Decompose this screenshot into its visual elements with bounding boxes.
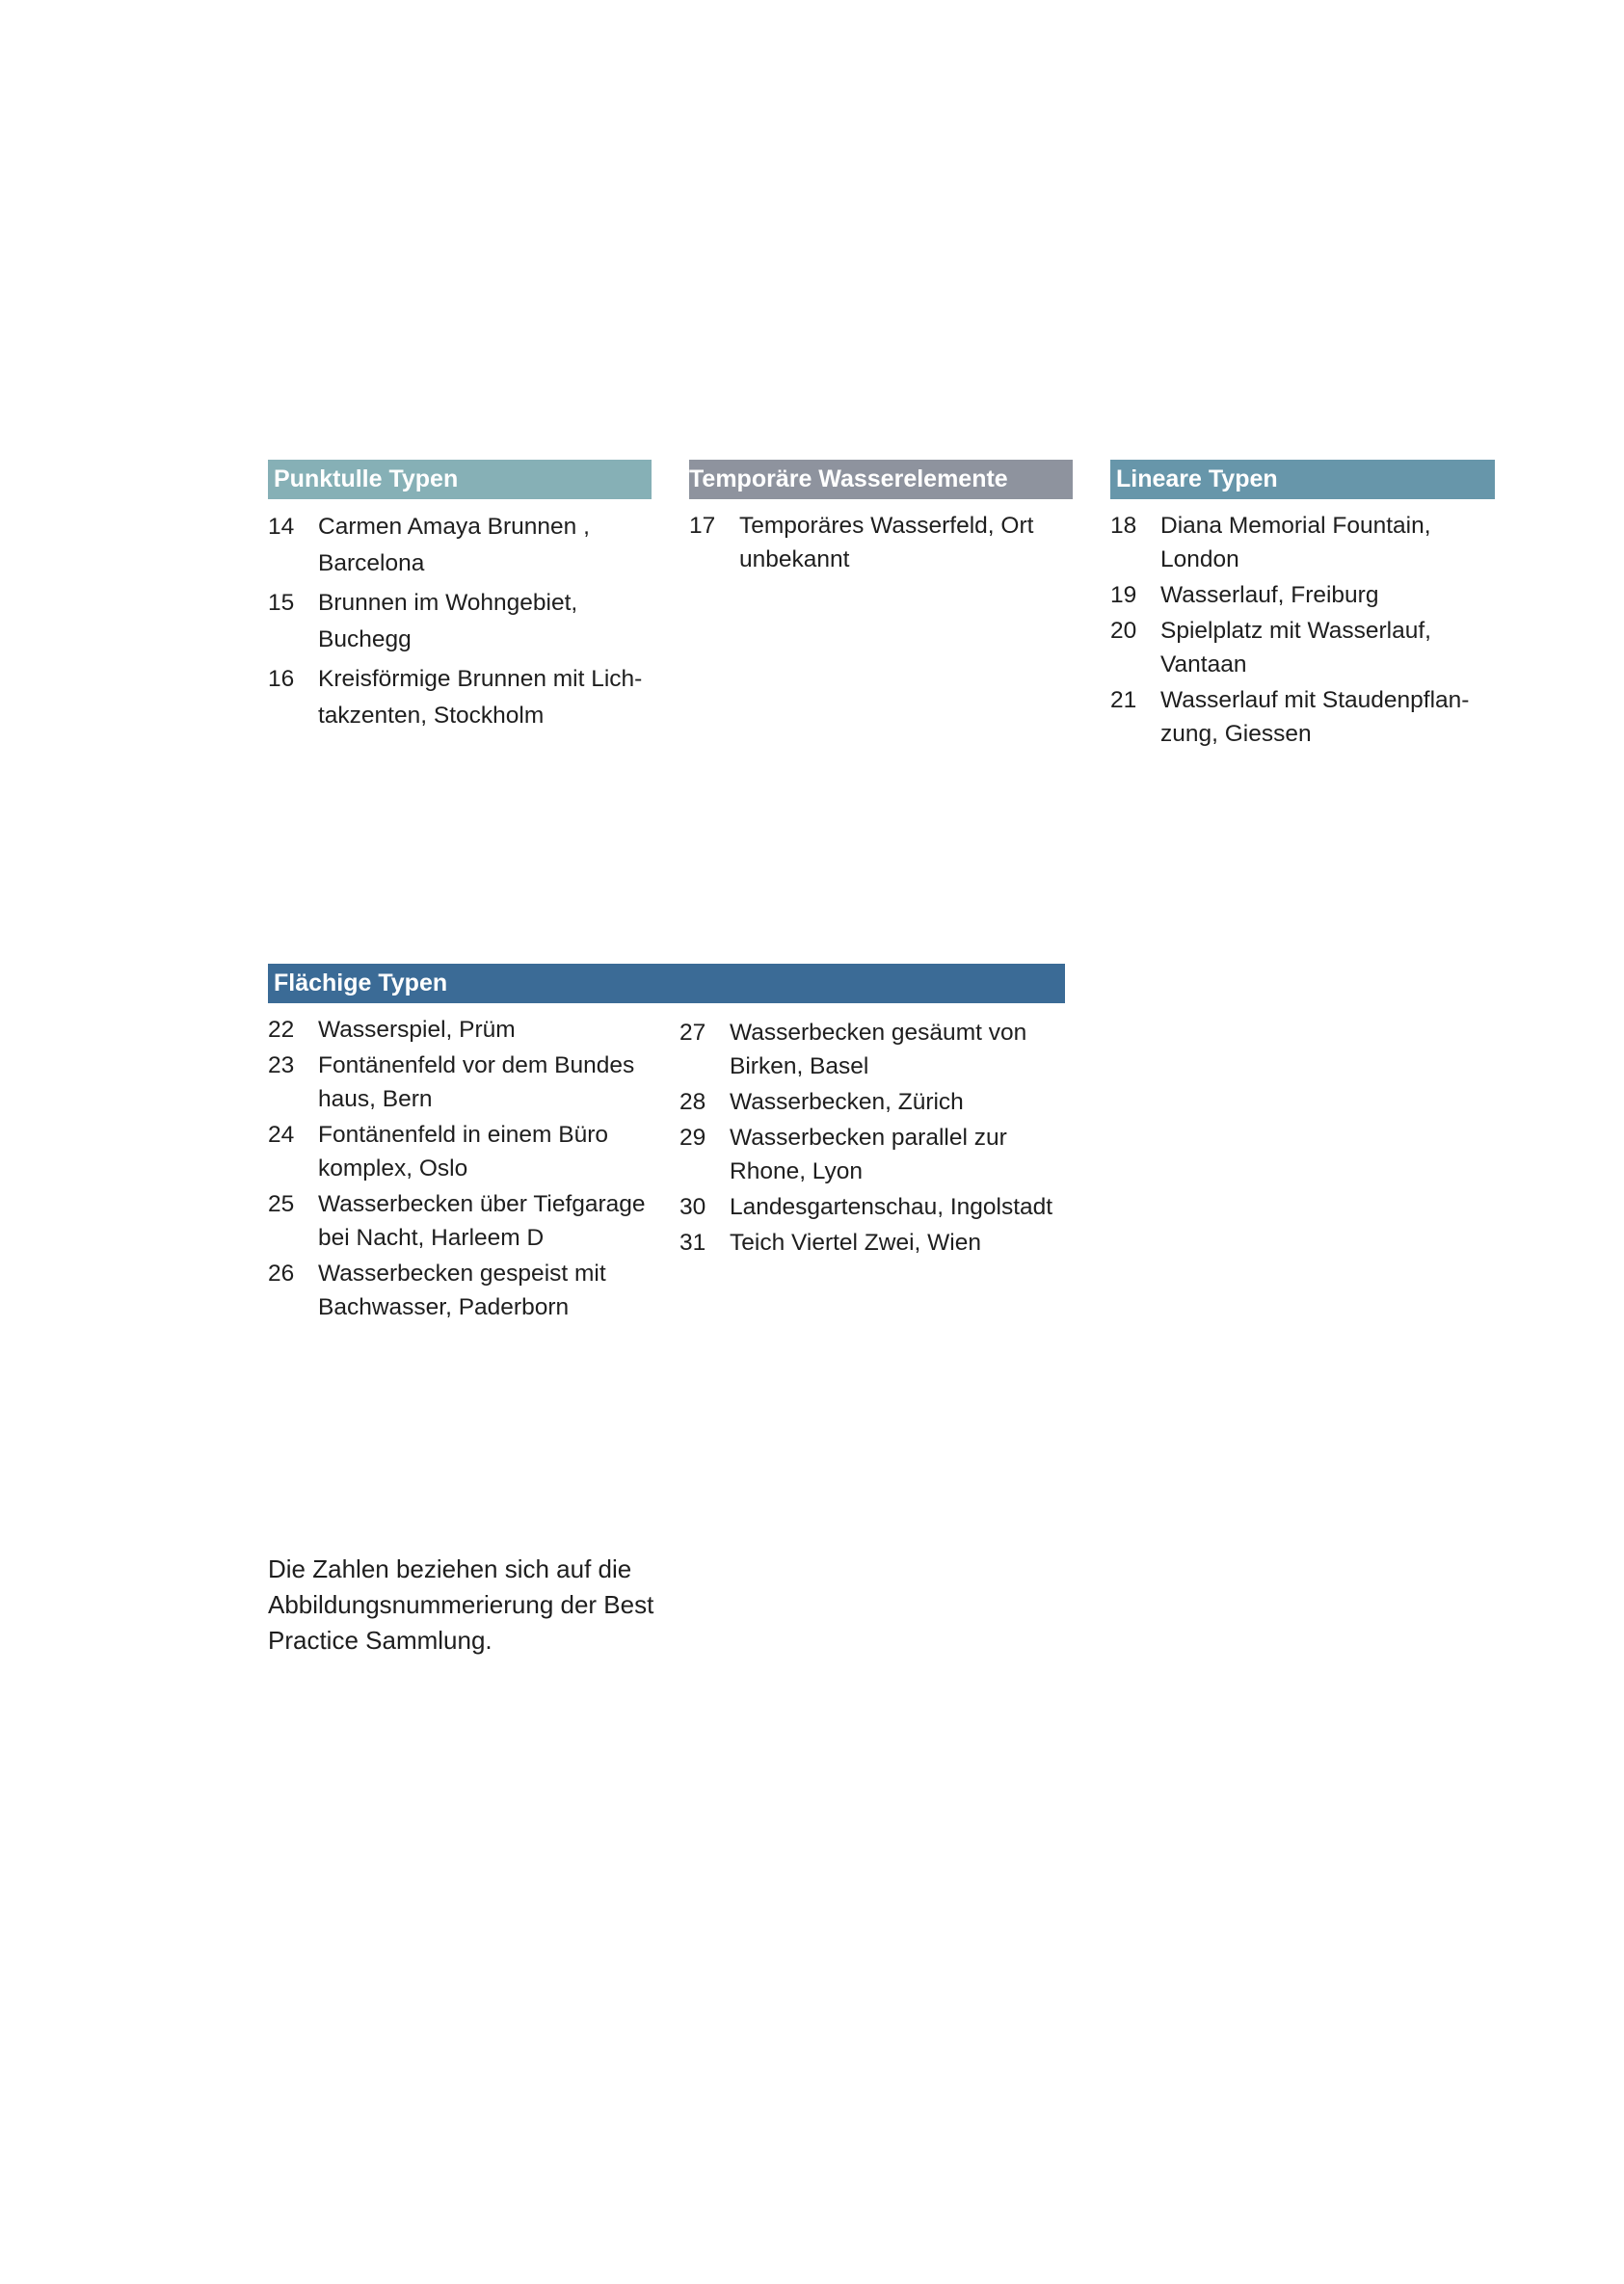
item-text: Wasserbecken gesäumt von Birken, Basel — [730, 1020, 1027, 1079]
list-item — [679, 1085, 1065, 1119]
item-text: Brunnen im Wohngebiet, Buchegg — [318, 590, 578, 652]
item-number: 23 — [268, 1052, 295, 1078]
list-item — [679, 1016, 1065, 1083]
item-number: 22 — [268, 1017, 295, 1043]
item-number: 21 — [1110, 687, 1137, 713]
item-number: 24 — [268, 1122, 295, 1148]
item-number: 20 — [1110, 618, 1137, 644]
item-text: Wasserbecken, Zürich — [730, 1089, 964, 1115]
section-header: Punktulle Typen — [268, 460, 652, 499]
item-text: Wasserspiel, Prüm — [318, 1017, 516, 1043]
item-number: 25 — [268, 1191, 295, 1217]
item-list-right — [679, 1016, 1065, 1262]
item-number: 19 — [1110, 582, 1137, 608]
section-temporaere-wasserelemente — [689, 460, 1073, 576]
item-text: Wasserlauf mit Staudenpflan- zung, Giessen — [1160, 687, 1470, 747]
list-item — [268, 1187, 673, 1255]
item-number: 30 — [679, 1194, 706, 1220]
item-number: 14 — [268, 514, 295, 540]
item-number: 28 — [679, 1089, 706, 1115]
list-item — [268, 1118, 673, 1185]
list-item — [268, 509, 652, 582]
item-text: Wasserbecken über Tiefgarage bei Nacht, Harleem D — [318, 1191, 646, 1251]
item-number: 18 — [1110, 513, 1137, 539]
list-item — [268, 585, 652, 658]
item-number: 15 — [268, 590, 295, 616]
list-item — [679, 1226, 1065, 1260]
section-punktuelle-typen — [268, 460, 652, 737]
item-text: Temporäres Wasserfeld, Ort unbekannt — [739, 513, 1034, 572]
item-number: 29 — [679, 1125, 706, 1151]
list-item — [268, 661, 652, 734]
item-number: 26 — [268, 1261, 295, 1287]
list-item — [1110, 509, 1495, 576]
section-header: Temporäre Wasserelemente — [689, 460, 1073, 499]
section-header: Lineare Typen — [1110, 460, 1495, 499]
item-list — [689, 509, 1073, 576]
item-text: Diana Memorial Fountain, London — [1160, 513, 1431, 572]
item-number: 16 — [268, 666, 295, 692]
list-item — [268, 1257, 673, 1324]
section-flaechige-typen — [268, 964, 1065, 1320]
footnote: Die Zahlen beziehen sich auf die Abbildungsnummerierung der Best Practice Sammlung. — [268, 1554, 654, 1655]
item-text: Wasserbecken gespeist mit Bachwasser, Paderborn — [318, 1261, 606, 1320]
item-text: Fontänenfeld in einem Büro komplex, Oslo — [318, 1122, 608, 1182]
item-text: Landesgartenschau, Ingolstadt — [730, 1194, 1053, 1220]
item-text: Fontänenfeld vor dem Bundes haus, Bern — [318, 1052, 635, 1112]
item-number: 27 — [679, 1020, 706, 1046]
list-item — [1110, 614, 1495, 681]
list-item — [268, 1013, 673, 1047]
item-list-left — [268, 1013, 673, 1326]
list-item — [679, 1190, 1065, 1224]
item-number: 17 — [689, 513, 716, 539]
item-text: Carmen Amaya Brunnen , Barcelona — [318, 514, 590, 576]
item-text: Kreisförmige Brunnen mit Lich- takzenten, Stockholm — [318, 666, 643, 729]
item-number: 31 — [679, 1230, 706, 1256]
list-item — [1110, 578, 1495, 612]
item-text: Wasserbecken parallel zur Rhone, Lyon — [730, 1125, 1007, 1184]
item-text: Spielplatz mit Wasserlauf, Vantaan — [1160, 618, 1431, 677]
list-item — [268, 1049, 673, 1116]
item-list — [268, 509, 652, 734]
list-item — [689, 509, 1073, 576]
item-text: Teich Viertel Zwei, Wien — [730, 1230, 981, 1256]
section-lineare-typen — [1110, 460, 1495, 753]
list-item — [1110, 683, 1495, 751]
item-list — [1110, 509, 1495, 751]
list-item — [679, 1121, 1065, 1188]
item-text: Wasserlauf, Freiburg — [1160, 582, 1379, 608]
section-header: Flächige Typen — [268, 964, 1065, 1003]
